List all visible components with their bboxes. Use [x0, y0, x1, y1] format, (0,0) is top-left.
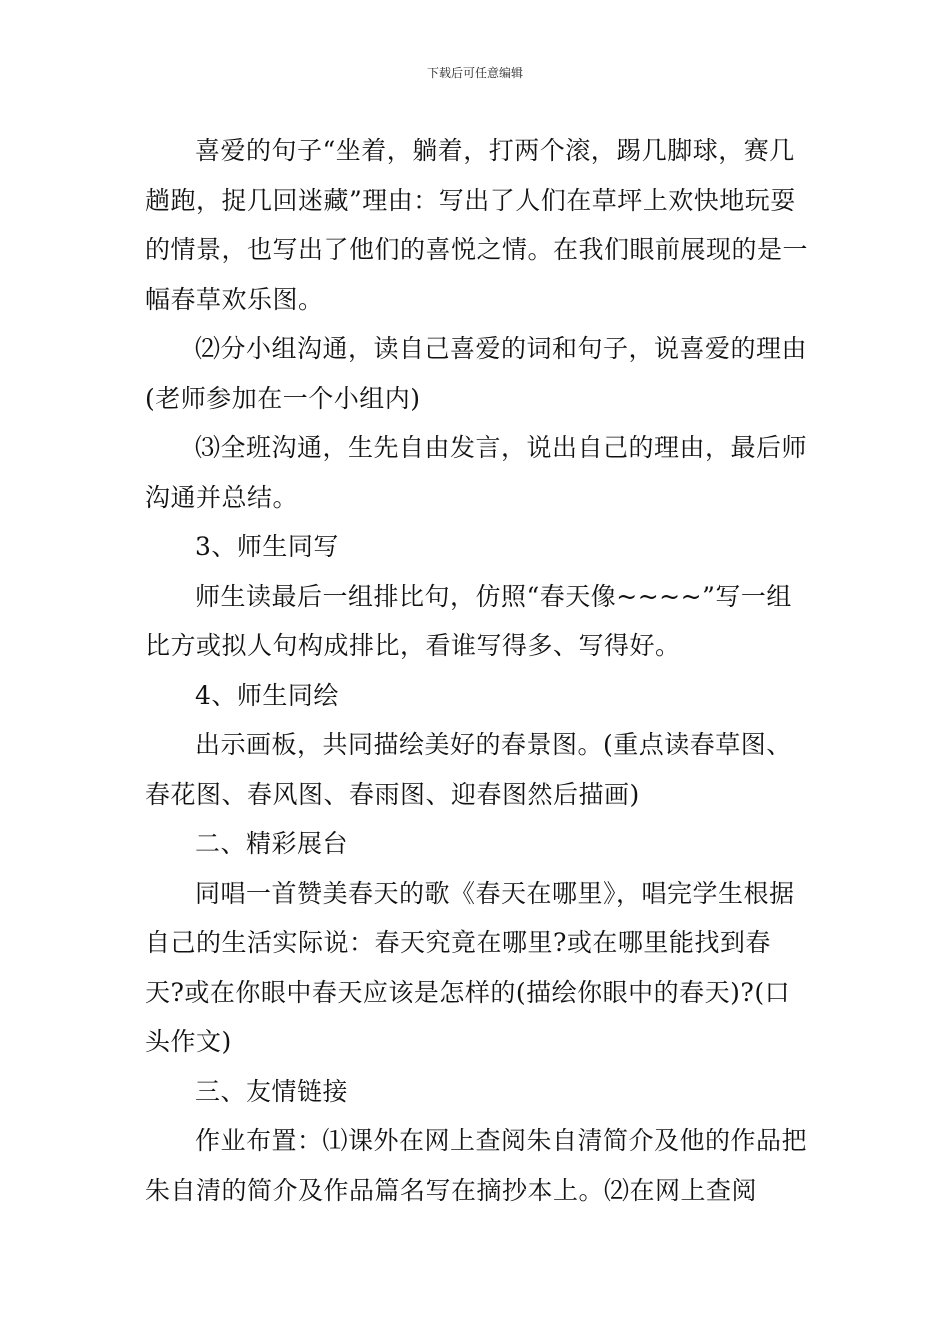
paragraph-song-and-oral-composition: 同唱一首赞美春天的歌《春天在哪里》，唱完学生根据自己的生活实际说：春天究竟在哪里?或在哪里能找到春天?或在你眼中春天应该是怎样的(描绘你眼中的春天)?(口头作文)	[145, 878, 795, 1056]
heading-teacher-student-writing: 3、师生同写	[195, 532, 339, 561]
paragraph-homework: 作业布置：⑴课外在网上查阅朱自清简介及他的作品把朱自清的简介及作品篇名写在摘抄本上。⑵在网上查阅	[145, 1126, 808, 1205]
heading-teacher-student-drawing: 4、师生同绘	[195, 680, 339, 710]
paragraph-class-discussion: ⑶全班沟通，生先自由发言，说出自己的理由，最后师沟通并总结。	[145, 433, 808, 512]
paragraph-writing-task: 师生读最后一组排比句，仿照“春天像~~~~”写一组比方或拟人句构成排比，看谁写得多、写得好。	[145, 581, 792, 660]
page-header: 下载后可任意编辑	[426, 66, 523, 80]
heading-showcase: 二、精彩展台	[195, 829, 349, 858]
paragraph-drawing-task: 出示画板，共同描绘美好的春景图。(重点读春草图、春花图、春风图、春雨图、迎春图然后描画)	[145, 730, 792, 809]
document-body	[145, 126, 809, 1215]
paragraph-favorite-sentence: 喜爱的句子“坐着，躺着，打两个滚，踢几脚球，赛几趟跑，捉几回迷藏”理由：写出了人们在草坪上欢快地玩耍的情景，也写出了他们的喜悦之情。在我们眼前展现的是一幅春草欢乐图。	[145, 136, 809, 314]
paragraph-group-discussion: ⑵分小组沟通，读自己喜爱的词和句子，说喜爱的理由(老师参加在一个小组内)	[145, 334, 808, 413]
heading-friendly-links: 三、友情链接	[195, 1076, 349, 1106]
